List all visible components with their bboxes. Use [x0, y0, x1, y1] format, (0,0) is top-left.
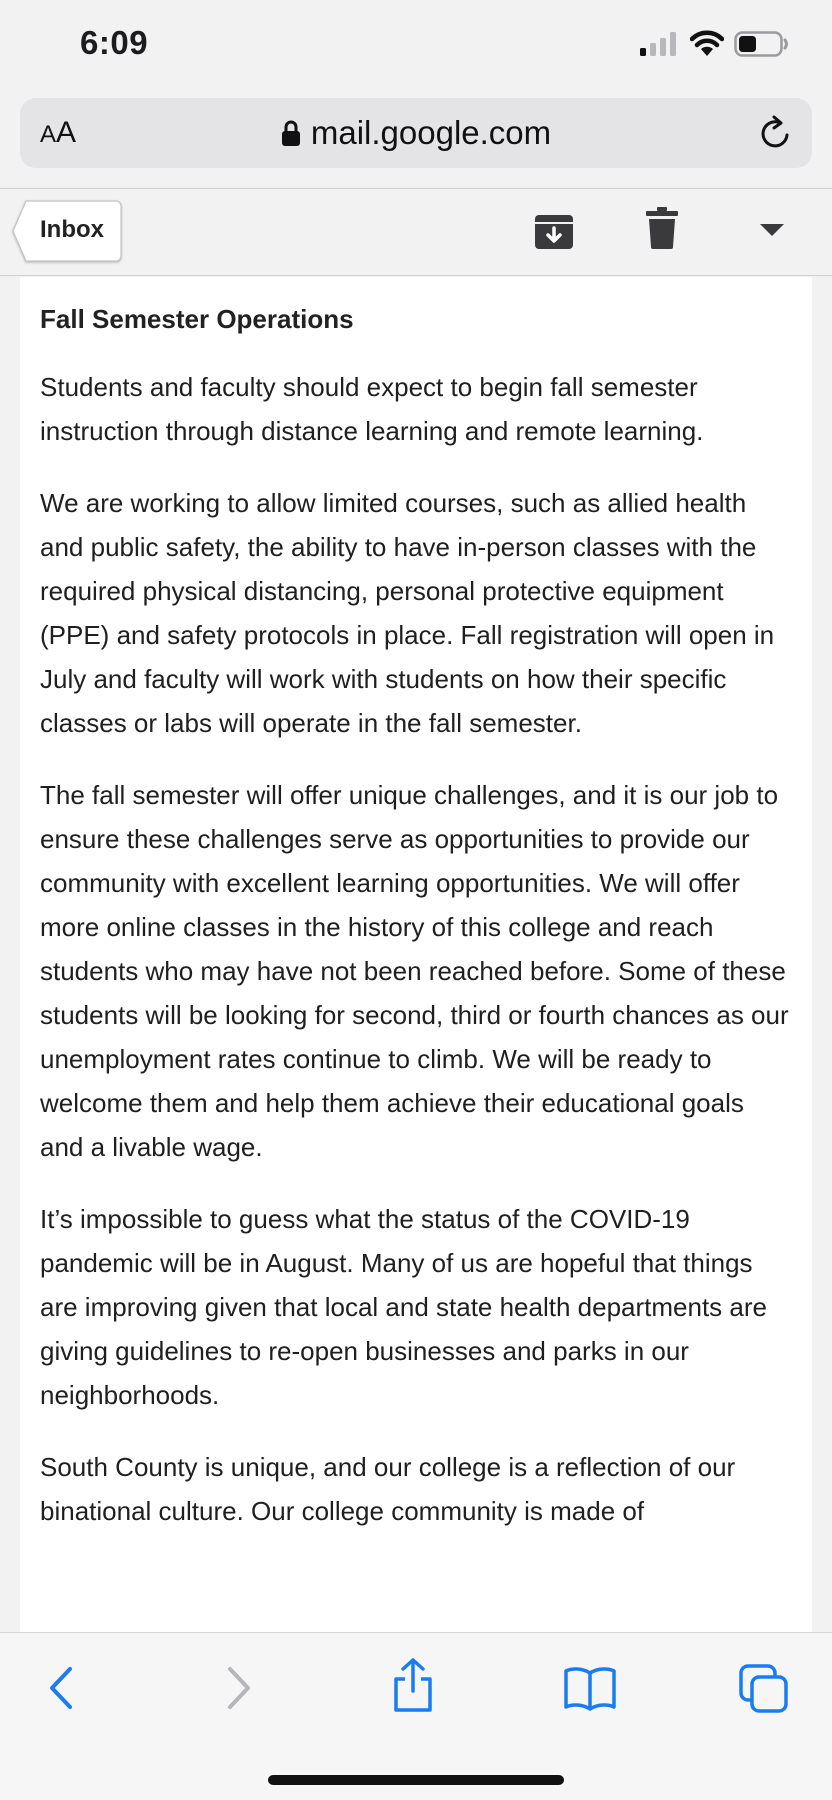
share-icon[interactable]: [388, 1657, 438, 1713]
url-display[interactable]: [20, 114, 812, 152]
status-time: 6:09: [80, 24, 149, 61]
email-paragraph: South County is unique, and our college is a reflection of our binational culture. Our college community is made of: [40, 1452, 736, 1526]
email-paragraph: We are working to allow limited courses, such as allied health and public safety, the ability to have in-person classes with the required physical distancing, personal protective equipment (PPE) and safety protocols in place. Fall registration will open in July and faculty will work with students on how their specific classes or labs will operate in the fall semester.: [40, 488, 775, 738]
reload-icon[interactable]: [756, 114, 794, 152]
battery-icon: [734, 31, 790, 57]
inbox-back-label: Inbox: [40, 216, 104, 243]
email-paragraph: It’s impossible to guess what the status of the COVID-19 pandemic will be in August. Many of us are hopeful that things are improving given that local and state health departments are giving guidelines to re-open businesses and parks in our neighborhoods.: [40, 1204, 767, 1410]
forward-chevron-icon[interactable]: [212, 1663, 262, 1713]
browser-bottom-toolbar: [0, 1632, 832, 1800]
home-indicator[interactable]: [268, 1775, 564, 1785]
wifi-icon: [690, 30, 724, 58]
trash-icon[interactable]: [646, 207, 678, 249]
url-text: mail.google.com: [310, 114, 552, 151]
email-paragraph: Students and faculty should expect to begin fall semester instruction through distance learning and remote learning.: [40, 372, 704, 446]
email-paragraph: The fall semester will offer unique challenges, and it is our job to ensure these challenges serve as opportunities to provide our community with excellent learning opportunities. We will offer more online classes in the history of this college and reach students who may have not been reached before. Some of these students will be looking for second, third or fourth chances as our unemployment rates continue to climb. We will be ready to welcome them and help them achieve their educational goals and a livable wage.: [40, 780, 789, 1162]
aa-large-letter: A: [56, 116, 77, 149]
gmail-toolbar: [0, 188, 832, 276]
aa-small-letter: A: [40, 121, 57, 148]
email-body: [20, 277, 812, 1632]
cellular-signal-icon: [640, 32, 678, 56]
archive-icon[interactable]: [534, 211, 574, 251]
inbox-back-button[interactable]: [12, 200, 122, 262]
chevron-down-icon[interactable]: [760, 224, 784, 238]
bookmarks-icon[interactable]: [562, 1663, 618, 1713]
status-bar: [0, 0, 832, 88]
back-chevron-icon[interactable]: [38, 1663, 88, 1713]
address-bar[interactable]: [20, 98, 812, 168]
tabs-icon[interactable]: [738, 1663, 790, 1715]
lock-icon: [281, 119, 301, 147]
email-heading: Fall Semester Operations: [40, 304, 354, 334]
